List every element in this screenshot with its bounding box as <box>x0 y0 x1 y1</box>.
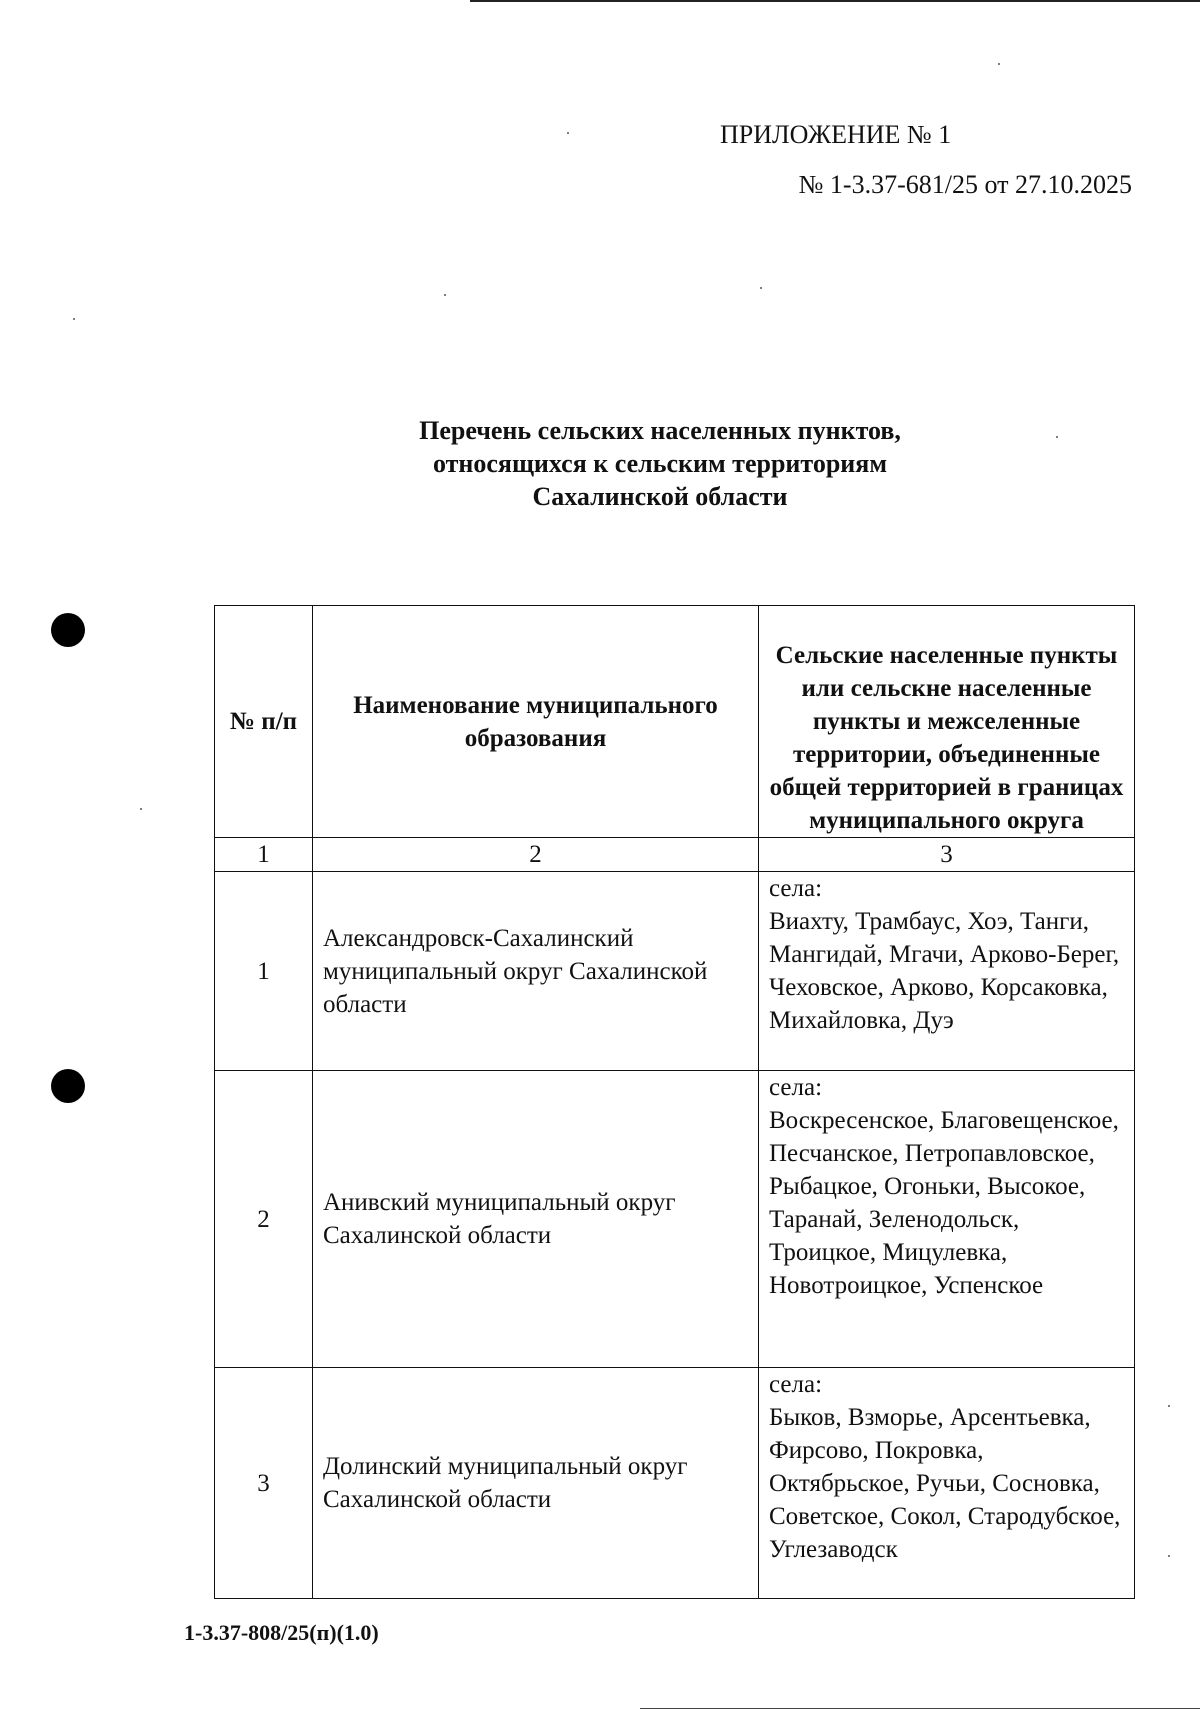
settlements-label: села: <box>769 875 823 902</box>
table-row <box>215 872 1135 1071</box>
column-index: 3 <box>759 838 1135 872</box>
scan-speck <box>1168 1555 1170 1557</box>
title-line-3: Сахалинской области <box>532 482 788 511</box>
document-title <box>330 414 990 513</box>
scan-speck <box>1056 436 1058 438</box>
settlements-list: Виахту, Трамбаус, Хоэ, Танги, Мангидай, Мгачи, Арково-Берег, Чеховское, Арково, Корсаковка, Михайловка, Дуэ <box>769 908 1120 1034</box>
scan-speck <box>567 132 569 134</box>
table-row <box>215 1071 1135 1368</box>
settlements-table <box>214 605 1135 1599</box>
column-index: 1 <box>215 838 313 872</box>
appendix-label: ПРИЛОЖЕНИЕ № 1 <box>720 120 952 149</box>
settlements-cell <box>759 1368 1135 1599</box>
settlements-list: Быков, Взморье, Арсентьевка, Фирсово, Покровка, Октябрьское, Ручьи, Сосновка, Советское, Сокол, Стародубское, Углезаводск <box>769 1404 1121 1563</box>
settlements-cell <box>759 1071 1135 1368</box>
municipality-name: Александровск-Сахалинский муниципальный округ Сахалинской области <box>313 872 759 1071</box>
municipality-name: Долинский муниципальный округ Сахалинской области <box>313 1368 759 1599</box>
scan-speck <box>760 287 762 289</box>
municipality-name: Анивский муниципальный округ Сахалинской области <box>313 1071 759 1368</box>
footer-document-code: 1-3.37-808/25(п)(1.0) <box>184 1620 379 1645</box>
punch-hole-bottom <box>51 1069 85 1103</box>
settlements-list: Воскресенское, Благовещенское, Песчанское, Петропавловское, Рыбацкое, Огоньки, Высокое, Таранай, Зеленодольск, Троицкое, Мицулевка, Новотроицкое, Успенское <box>769 1107 1119 1299</box>
table-header-row <box>215 606 1135 838</box>
column-index: 2 <box>313 838 759 872</box>
title-line-1: Перечень сельских населенных пунктов, <box>419 416 901 445</box>
scan-speck <box>140 808 142 810</box>
scan-speck <box>1168 1405 1170 1407</box>
header-municipality: Наименование муниципального образования <box>313 606 759 838</box>
row-number: 3 <box>215 1368 313 1599</box>
scan-speck <box>73 318 75 320</box>
settlements-label: села: <box>769 1371 823 1398</box>
scan-edge-top <box>470 0 1200 2</box>
header-settlements: Сельские населенные пункты или сельскне населенные пункты и межселенные территории, объединенные общей территорией в границах муниципального округа <box>759 606 1135 838</box>
column-index-row <box>215 838 1135 872</box>
table-row <box>215 1368 1135 1599</box>
settlements-cell <box>759 872 1135 1071</box>
scan-speck <box>998 63 1000 65</box>
punch-hole-top <box>51 613 85 647</box>
header-number: № п/п <box>215 606 313 838</box>
row-number: 2 <box>215 1071 313 1368</box>
settlements-label: села: <box>769 1074 823 1101</box>
scan-edge-bottom <box>640 1708 1200 1709</box>
title-line-2: относящихся к сельским территориям <box>432 449 888 478</box>
document-number: № 1-3.37-681/25 от 27.10.2025 <box>798 170 1132 199</box>
scan-speck <box>444 294 446 296</box>
row-number: 1 <box>215 872 313 1071</box>
